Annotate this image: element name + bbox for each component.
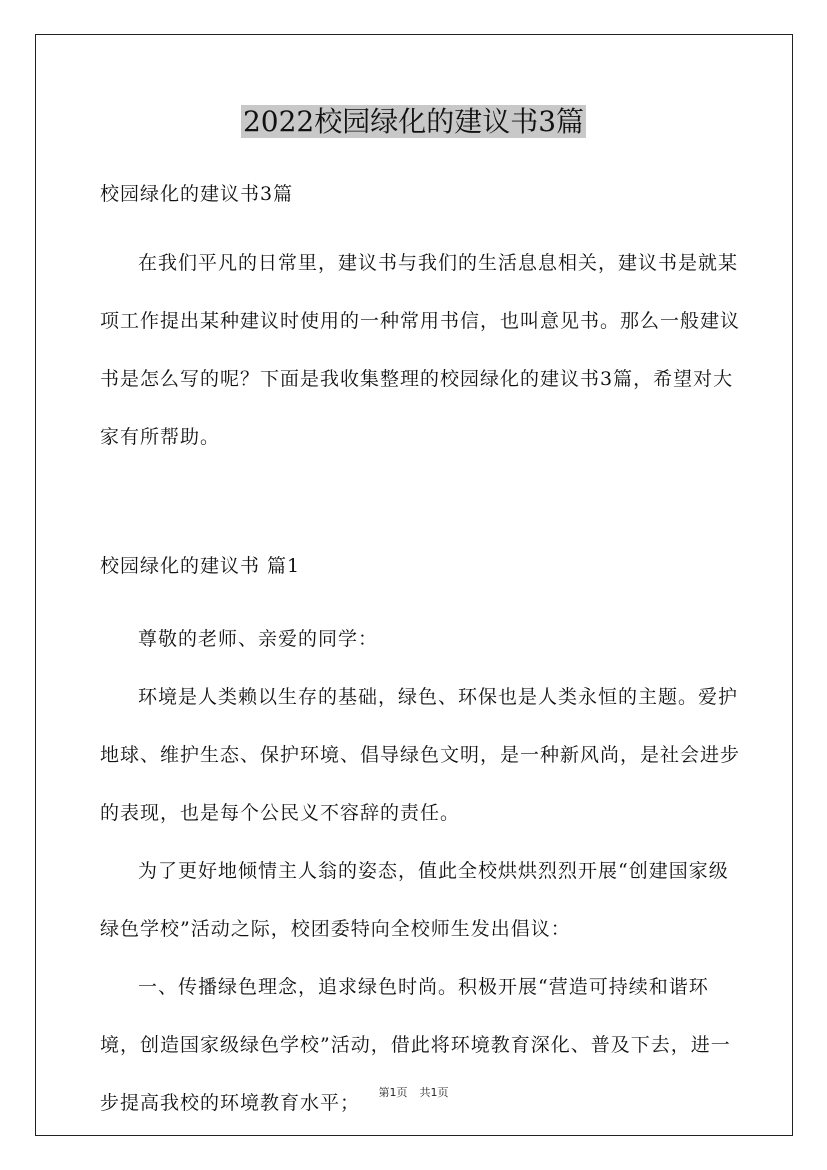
document-body	[100, 178, 740, 1132]
document-title-text: 2022校园绿化的建议书3篇	[242, 105, 585, 138]
page-number-current: 第1页	[378, 1086, 408, 1099]
body-paragraph: 环境是人类赖以生存的基础，绿色、环保也是人类永恒的主题。爱护地球、维护生态、保护环境、倡导绿色文明，是一种新风尚，是社会进步的表现，也是每个公民义不容辞的责任。	[100, 686, 741, 824]
page-footer	[0, 1084, 827, 1100]
body-paragraph: 为了更好地倾情主人翁的姿态，值此全校烘烘烈烈开展“创建国家级绿色学校”活动之际，校团委特向全校师生发出倡议：	[100, 860, 729, 940]
page-number-total: 共1页	[419, 1086, 449, 1099]
document-subtitle: 校园绿化的建议书3篇	[100, 183, 294, 205]
document-title	[0, 100, 827, 144]
body-paragraph: 一、传播绿色理念，追求绿色时尚。积极开展“营造可持续和谐环境，创造国家级绿色学校”活动，借此将环境教育深化、普及下去，进一步提高我校的环境教育水平；	[100, 976, 731, 1114]
section-heading: 校园绿化的建议书 篇1	[100, 555, 301, 577]
intro-paragraph: 在我们平凡的日常里，建议书与我们的生活息息相关，建议书是就某项工作提出某种建议时使用的一种常用书信，也叫意见书。那么一般建议书是怎么写的呢？下面是我收集整理的校园绿化的建议书3篇，希望对大家有所帮助。	[100, 252, 741, 448]
greeting-paragraph: 尊敬的老师、亲爱的同学：	[138, 628, 379, 650]
